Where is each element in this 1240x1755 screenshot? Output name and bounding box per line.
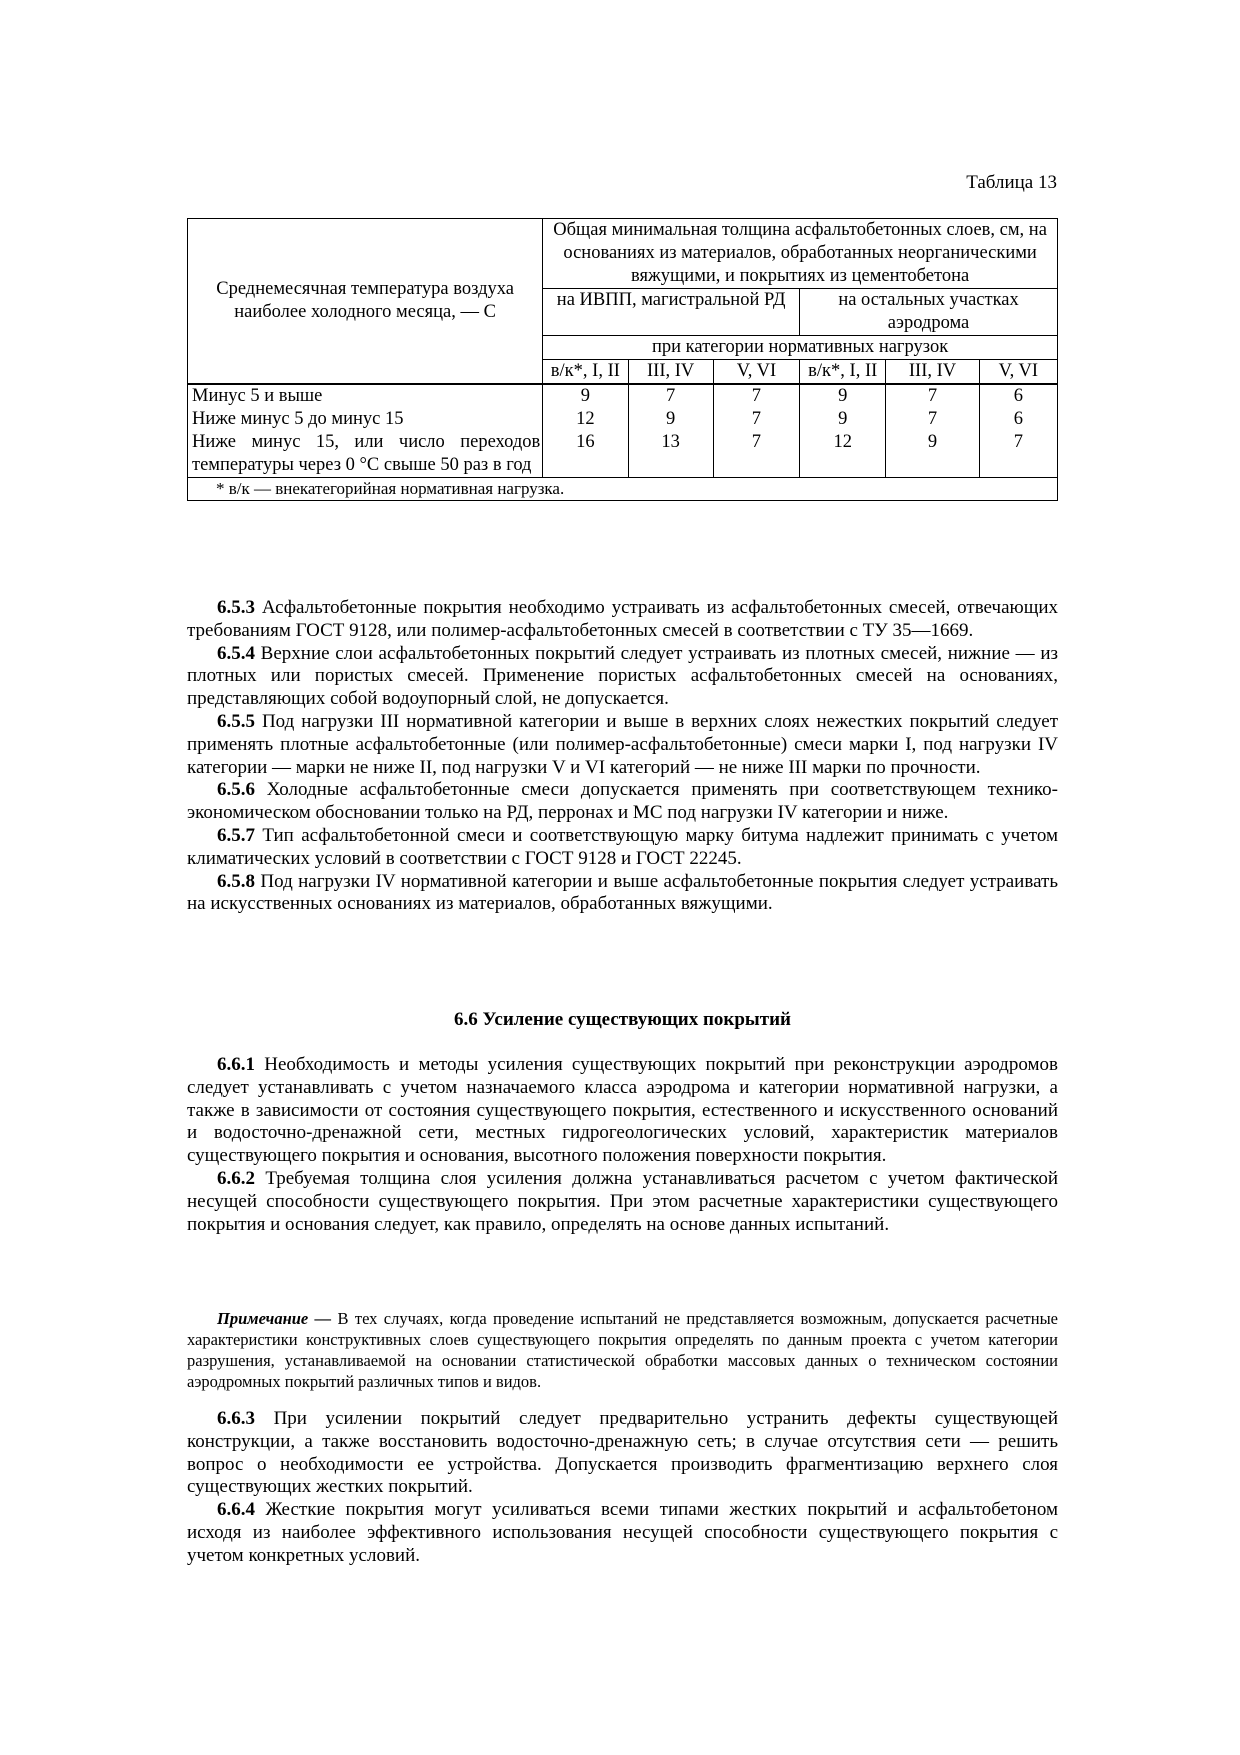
clauses-6-6-b: [187, 1408, 1058, 1568]
note-label: Примечание —: [217, 1309, 332, 1328]
table-row: [188, 384, 1058, 408]
header-temperature: Среднемесячная температура воздуха наиболее холодного месяца, — С: [188, 219, 543, 385]
column-header: в/к*, I, II: [543, 360, 628, 385]
clause-6-6-1: 6.6.1 Необходимость и методы усиления существующих покрытий при реконструкции аэродромов следует устанавливать с учетом назначаемого класса аэродрома и категории нормативной нагрузки, а также в зависимости от состояния существующего покрытия, естественного и искусственного оснований и водосточно-дренажной сети, местных гидрогеологических условий, характеристик материалов существующего покрытия и основания, высотного положения поверхности покрытия.: [187, 1054, 1058, 1167]
header-load-category: при категории нормативных нагрузок: [543, 336, 1058, 360]
header-group-runway: на ИВПП, магистральной РД: [543, 289, 800, 336]
cell: 9: [800, 408, 886, 431]
clause-6-6-4: 6.6.4 Жесткие покрытия могут усиливаться всеми типами жестких покрытий и асфальтобетоном исходя из наиболее эффективного использования несущей способности существующего покрытия с учетом конкретных условий.: [187, 1499, 1058, 1566]
table-caption: Таблица 13: [966, 172, 1057, 193]
cell: 7: [713, 408, 799, 431]
clause-6-5-3: 6.5.3 Асфальтобетонные покрытия необходимо устраивать из асфальтобетонных смесей, отвечающих требованиям ГОСТ 9128, или полимер-асфальтобетонных смесей в соответствии с ТУ 35—1669.: [187, 597, 1058, 641]
column-header: V, VI: [713, 360, 799, 385]
cell: 12: [800, 431, 886, 478]
row-label: Минус 5 и выше: [188, 384, 543, 408]
table-row: [188, 431, 1058, 478]
row-label: Ниже минус 5 до минус 15: [188, 408, 543, 431]
column-header: III, IV: [628, 360, 713, 385]
cell: 7: [628, 384, 713, 408]
clause-6-6-2: 6.6.2 Требуемая толщина слоя усиления должна устанавливаться расчетом с учетом фактической несущей способности существующего покрытия. При этом расчетные характеристики существующего покрытия и основания следует, как правило, определять на основе данных испытаний.: [187, 1167, 1058, 1235]
clause-6-5-8: 6.5.8 Под нагрузки IV нормативной категории и выше асфальтобетонные покрытия следует устраивать на искусственных основаниях из материалов, обработанных вяжущими.: [187, 870, 1058, 915]
column-header: в/к*, I, II: [800, 360, 886, 385]
cell: 9: [543, 384, 628, 408]
clause-6-5-7: 6.5.7 Тип асфальтобетонной смеси и соответствующую марку битума надлежит принимать с учетом климатических условий в соответствии с ГОСТ 9128 и ГОСТ 22245.: [187, 824, 1058, 869]
cell: 9: [886, 431, 979, 478]
cell: 12: [543, 408, 628, 431]
cell: 7: [713, 431, 799, 478]
table-13: [187, 218, 1058, 501]
cell: 7: [713, 384, 799, 408]
cell: 6: [979, 408, 1057, 431]
cell: 7: [979, 431, 1057, 478]
clauses-6-5: [187, 597, 1058, 916]
clause-6-5-5: 6.5.5 Под нагрузки III нормативной категории и выше в верхних слоях нежестких покрытий следует применять плотные асфальтобетонные (или полимер-асфальтобетонные) смеси марки I, под нагрузки IV категории — марки не ниже II, под нагрузки V и VI категорий — не ниже III марки по прочности.: [187, 710, 1058, 778]
cell: 9: [628, 408, 713, 431]
row-label: Ниже минус 15, или число переходов температуры через 0 °С свыше 50 раз в год: [188, 431, 543, 478]
clauses-6-6-a: [187, 1054, 1058, 1236]
cell: 13: [628, 431, 713, 478]
cell: 7: [886, 408, 979, 431]
column-header: V, VI: [979, 360, 1057, 385]
clause-6-5-6: 6.5.6 Холодные асфальтобетонные смеси допускается применять при соответствующем технико-экономическом обосновании только на РД, перронах и МС под нагрузки IV категории и ниже.: [187, 779, 1058, 824]
clause-6-6-3: 6.6.3 При усилении покрытий следует предварительно устранить дефекты существующей конструкции, а также восстановить водосточно-дренажную сеть; в случае отсутствия сети — решить вопрос о необходимости ее устройства. Допускается производить фрагментизацию верхнего слоя существующих жестких покрытий.: [187, 1408, 1058, 1498]
column-header: III, IV: [886, 360, 979, 385]
header-group-other: на остальных участках аэродрома: [800, 289, 1058, 336]
cell: 6: [979, 384, 1057, 408]
note: [187, 1308, 1058, 1392]
header-thickness: Общая минимальная толщина асфальтобетонных слоев, см, на основаниях из материалов, обработанных неорганическими вяжущими, и покрытиях из цементобетона: [543, 219, 1058, 289]
clause-6-5-4: 6.5.4 Верхние слои асфальтобетонных покрытий следует устраивать из плотных смесей, нижние — из плотных или пористых смесей. Применение пористых асфальтобетонных смесей на основаниях, представляющих собой водоупорный слой, не допускается.: [187, 642, 1058, 710]
cell: 7: [886, 384, 979, 408]
cell: 16: [543, 431, 628, 478]
cell: 9: [800, 384, 886, 408]
section-heading: 6.6 Усиление существующих покрытий: [454, 1009, 791, 1030]
table-row: [188, 408, 1058, 431]
note-text: В тех случаях, когда проведение испытаний не представляется возможным, допускается расчетные характеристики конструктивных слоев существующего покрытия определять по данным проекта с учетом категории разрушения, устанавливаемой на основании статистической обработки массовых данных о техническом состоянии аэродромных покрытий различных типов и видов.: [187, 1309, 1059, 1391]
table-footnote: * в/к — внекатегорийная нормативная нагрузка.: [188, 478, 1058, 501]
